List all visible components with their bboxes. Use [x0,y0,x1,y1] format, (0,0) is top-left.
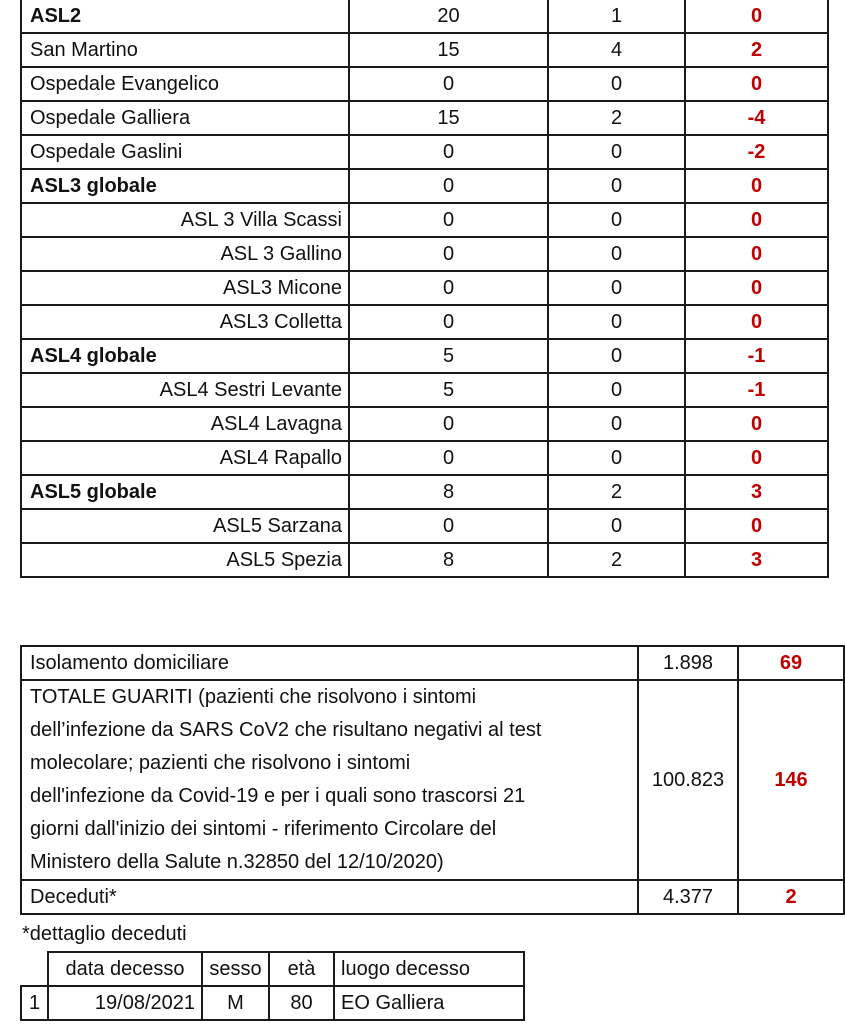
hospital-row [21,135,828,169]
hospital-col1: 15 [349,101,548,135]
hospital-col1: 5 [349,373,548,407]
deceduti-label: Deceduti* [21,880,638,914]
hospital-col2: 0 [548,373,685,407]
guariti-line: molecolare; pazienti che risolvono i sintomi [30,752,411,774]
hospital-col2: 0 [548,271,685,305]
deaths-detail-note: *dettaglio deceduti [22,923,187,945]
hospital-row [21,339,828,373]
guariti-delta: 146 [738,680,844,880]
hospital-name: ASL3 globale [21,169,349,203]
hospital-name: ASL 3 Villa Scassi [21,203,349,237]
deaths-row [21,986,524,1020]
hospital-delta: -2 [685,135,828,169]
hospital-name: ASL5 globale [21,475,349,509]
hospital-col1: 20 [349,0,548,33]
hospital-name: ASL3 Micone [21,271,349,305]
deceduti-delta: 2 [738,880,844,914]
deaths-detail-table [20,951,525,1021]
guariti-line: Ministero della Salute n.32850 del 12/10/2020) [30,851,444,873]
death-date: 19/08/2021 [48,986,202,1020]
guariti-line: dell’infezione da SARS CoV2 che risultano negativi al test [30,719,542,741]
hospital-delta: 0 [685,0,828,33]
hospital-delta: 3 [685,475,828,509]
death-place: EO Galliera [334,986,524,1020]
hospital-col1: 0 [349,67,548,101]
hospital-name: ASL2 [21,0,349,33]
hospital-row [21,67,828,101]
hospital-col1: 0 [349,305,548,339]
hospital-col2: 0 [548,305,685,339]
hospital-row [21,407,828,441]
hospital-col2: 0 [548,169,685,203]
hospital-row [21,509,828,543]
hospital-col2: 0 [548,67,685,101]
hospital-row [21,305,828,339]
hospital-col1: 0 [349,135,548,169]
hospital-col1: 0 [349,237,548,271]
hospital-row [21,543,828,577]
guariti-line: TOTALE GUARITI (pazienti che risolvono i sintomi [30,686,477,708]
hospital-delta: 0 [685,305,828,339]
hospital-col1: 0 [349,203,548,237]
deaths-header-row [21,952,524,986]
hospital-col2: 0 [548,237,685,271]
guariti-label [21,680,638,880]
hospital-table [20,0,829,578]
isolamento-row [21,646,844,680]
hospital-name: San Martino [21,33,349,67]
summary-table [20,645,845,915]
hospital-delta: 0 [685,169,828,203]
hospital-col2: 0 [548,441,685,475]
hospital-name: ASL 3 Gallino [21,237,349,271]
hospital-name: ASL4 Sestri Levante [21,373,349,407]
hospital-name: ASL4 Lavagna [21,407,349,441]
hospital-col1: 0 [349,509,548,543]
hospital-delta: 0 [685,237,828,271]
header-sex: sesso [202,952,269,986]
hospital-col2: 0 [548,339,685,373]
hospital-row [21,475,828,509]
guariti-line: giorni dall'inizio dei sintomi - riferimento Circolare del [30,818,497,840]
hospital-name: ASL5 Sarzana [21,509,349,543]
death-sex: M [202,986,269,1020]
hospital-name: ASL5 Spezia [21,543,349,577]
deceduti-value: 4.377 [638,880,738,914]
index-header-blank [21,952,48,986]
hospital-name: ASL3 Colletta [21,305,349,339]
hospital-row [21,33,828,67]
header-place: luogo decesso [334,952,524,986]
hospital-col2: 0 [548,407,685,441]
hospital-delta: 2 [685,33,828,67]
hospital-delta: -4 [685,101,828,135]
hospital-name: Ospedale Evangelico [21,67,349,101]
hospital-col1: 5 [349,339,548,373]
hospital-col1: 0 [349,169,548,203]
hospital-row [21,441,828,475]
hospital-delta: -1 [685,339,828,373]
hospital-name: Ospedale Gaslini [21,135,349,169]
guariti-value: 100.823 [638,680,738,880]
hospital-col2: 0 [548,509,685,543]
hospital-delta: 0 [685,271,828,305]
hospital-delta: 0 [685,407,828,441]
hospital-delta: -1 [685,373,828,407]
hospital-row [21,203,828,237]
hospital-row [21,237,828,271]
hospital-col1: 15 [349,33,548,67]
hospital-col2: 0 [548,203,685,237]
hospital-col2: 4 [548,33,685,67]
hospital-col1: 8 [349,475,548,509]
hospital-col2: 1 [548,0,685,33]
hospital-name: Ospedale Galliera [21,101,349,135]
guariti-row [21,680,844,880]
hospital-delta: 0 [685,441,828,475]
isolamento-value: 1.898 [638,646,738,680]
isolamento-delta: 69 [738,646,844,680]
hospital-col1: 8 [349,543,548,577]
deceduti-row [21,880,844,914]
header-age: età [269,952,334,986]
hospital-col1: 0 [349,271,548,305]
header-date: data decesso [48,952,202,986]
hospital-row [21,169,828,203]
death-age: 80 [269,986,334,1020]
isolamento-label: Isolamento domiciliare [21,646,638,680]
hospital-col1: 0 [349,407,548,441]
hospital-col2: 2 [548,543,685,577]
hospital-delta: 0 [685,509,828,543]
hospital-col2: 2 [548,475,685,509]
hospital-col2: 2 [548,101,685,135]
death-index: 1 [21,986,48,1020]
hospital-delta: 0 [685,203,828,237]
hospital-delta: 0 [685,67,828,101]
hospital-col2: 0 [548,135,685,169]
hospital-delta: 3 [685,543,828,577]
hospital-row [21,373,828,407]
hospital-row [21,101,828,135]
guariti-line: dell'infezione da Covid-19 e per i quali sono trascorsi 21 [30,785,526,807]
hospital-col1: 0 [349,441,548,475]
hospital-name: ASL4 Rapallo [21,441,349,475]
hospital-name: ASL4 globale [21,339,349,373]
hospital-row [21,0,828,33]
hospital-row [21,271,828,305]
